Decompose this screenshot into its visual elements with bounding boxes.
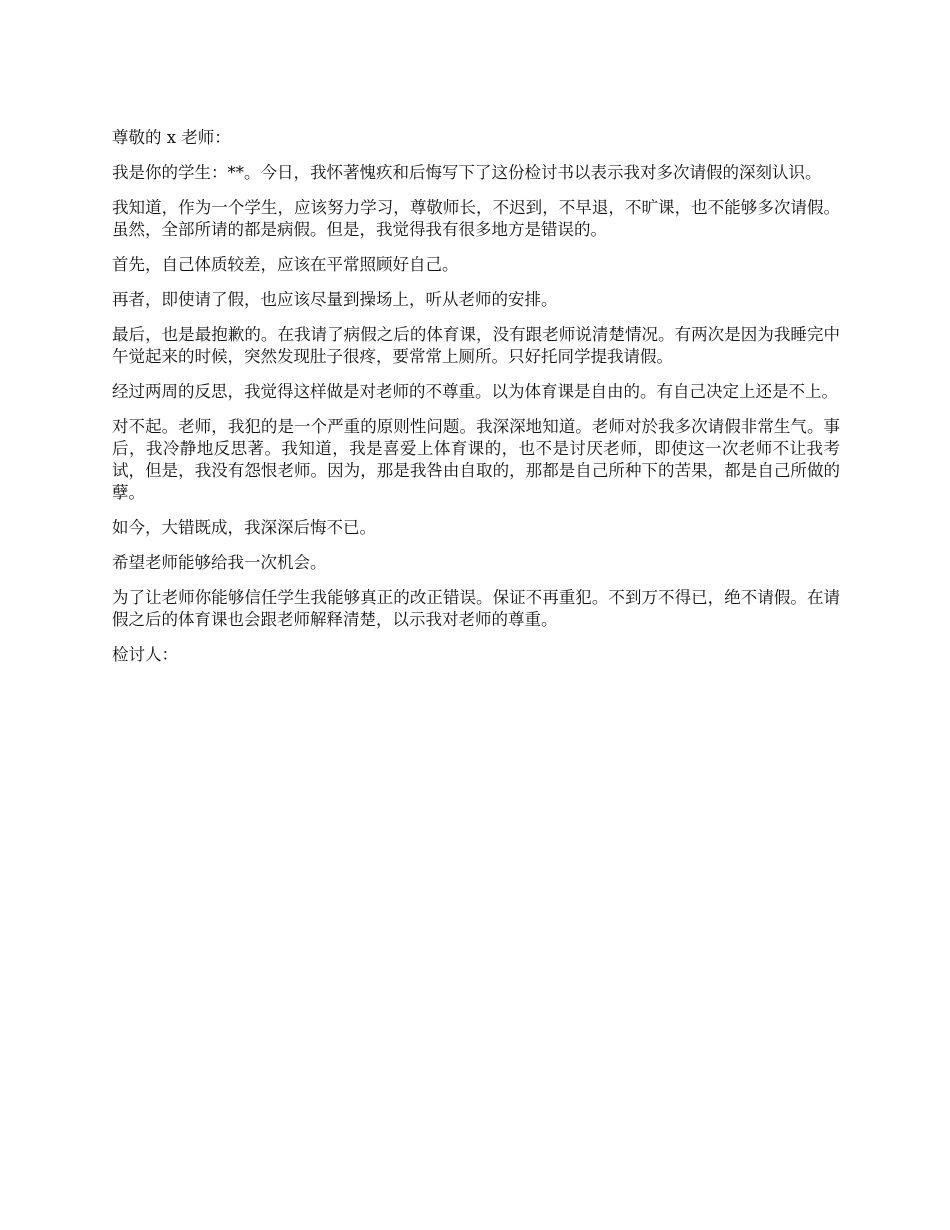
paragraph-2: 我知道，作为一个学生，应该努力学习，尊敬师长，不迟到，不早退，不旷课，也不能够多次请假。虽然，全部所请的都是病假。但是，我觉得我有很多地方是错误的。: [112, 198, 840, 239]
paragraph-1: 我是你的学生：**。今日，我怀著愧疚和后悔写下了这份检讨书以表示我对多次请假的深刻认识。: [112, 163, 822, 182]
signature-line: 检讨人：: [112, 645, 178, 664]
paragraph-8: 如今，大错既成，我深深后悔不已。: [112, 518, 376, 537]
paragraph-9: 希望老师能够给我一次机会。: [112, 553, 327, 572]
paragraph-6: 经过两周的反思，我觉得这样做是对老师的不尊重。以为体育课是自由的。有自己决定上还是不上。: [112, 382, 838, 401]
paragraph-5: 最后，也是最抱歉的。在我请了病假之后的体育课，没有跟老师说清楚情况。有两次是因为我睡完中午觉起来的时候，突然发现肚子很疼，要常常上厕所。只好托同学提我请假。: [112, 325, 840, 366]
paragraph-10: 为了让老师你能够信任学生我能够真正的改正错误。保证不再重犯。不到万不得已，绝不请假。在请假之后的体育课也会跟老师解释清楚，以示我对老师的尊重。: [112, 588, 840, 629]
paragraph-7: 对不起。老师，我犯的是一个严重的原则性问题。我深深地知道。老师对於我多次请假非常生气。事后，我冷静地反思著。我知道，我是喜爱上体育课的，也不是讨厌老师，即使这一次老师不让我考试，但是，我没有怨恨老师。因为，那是我咎由自取的，那都是自己所种下的苦果，都是自己所做的孽。: [112, 417, 840, 502]
paragraph-3: 首先，自己体质较差，应该在平常照顾好自己。: [112, 255, 459, 274]
salutation: 尊敬的 x 老师：: [112, 128, 231, 147]
paragraph-4: 再者，即使请了假，也应该尽量到操场上，听从老师的安排。: [112, 290, 558, 309]
letter-body: [112, 127, 840, 679]
